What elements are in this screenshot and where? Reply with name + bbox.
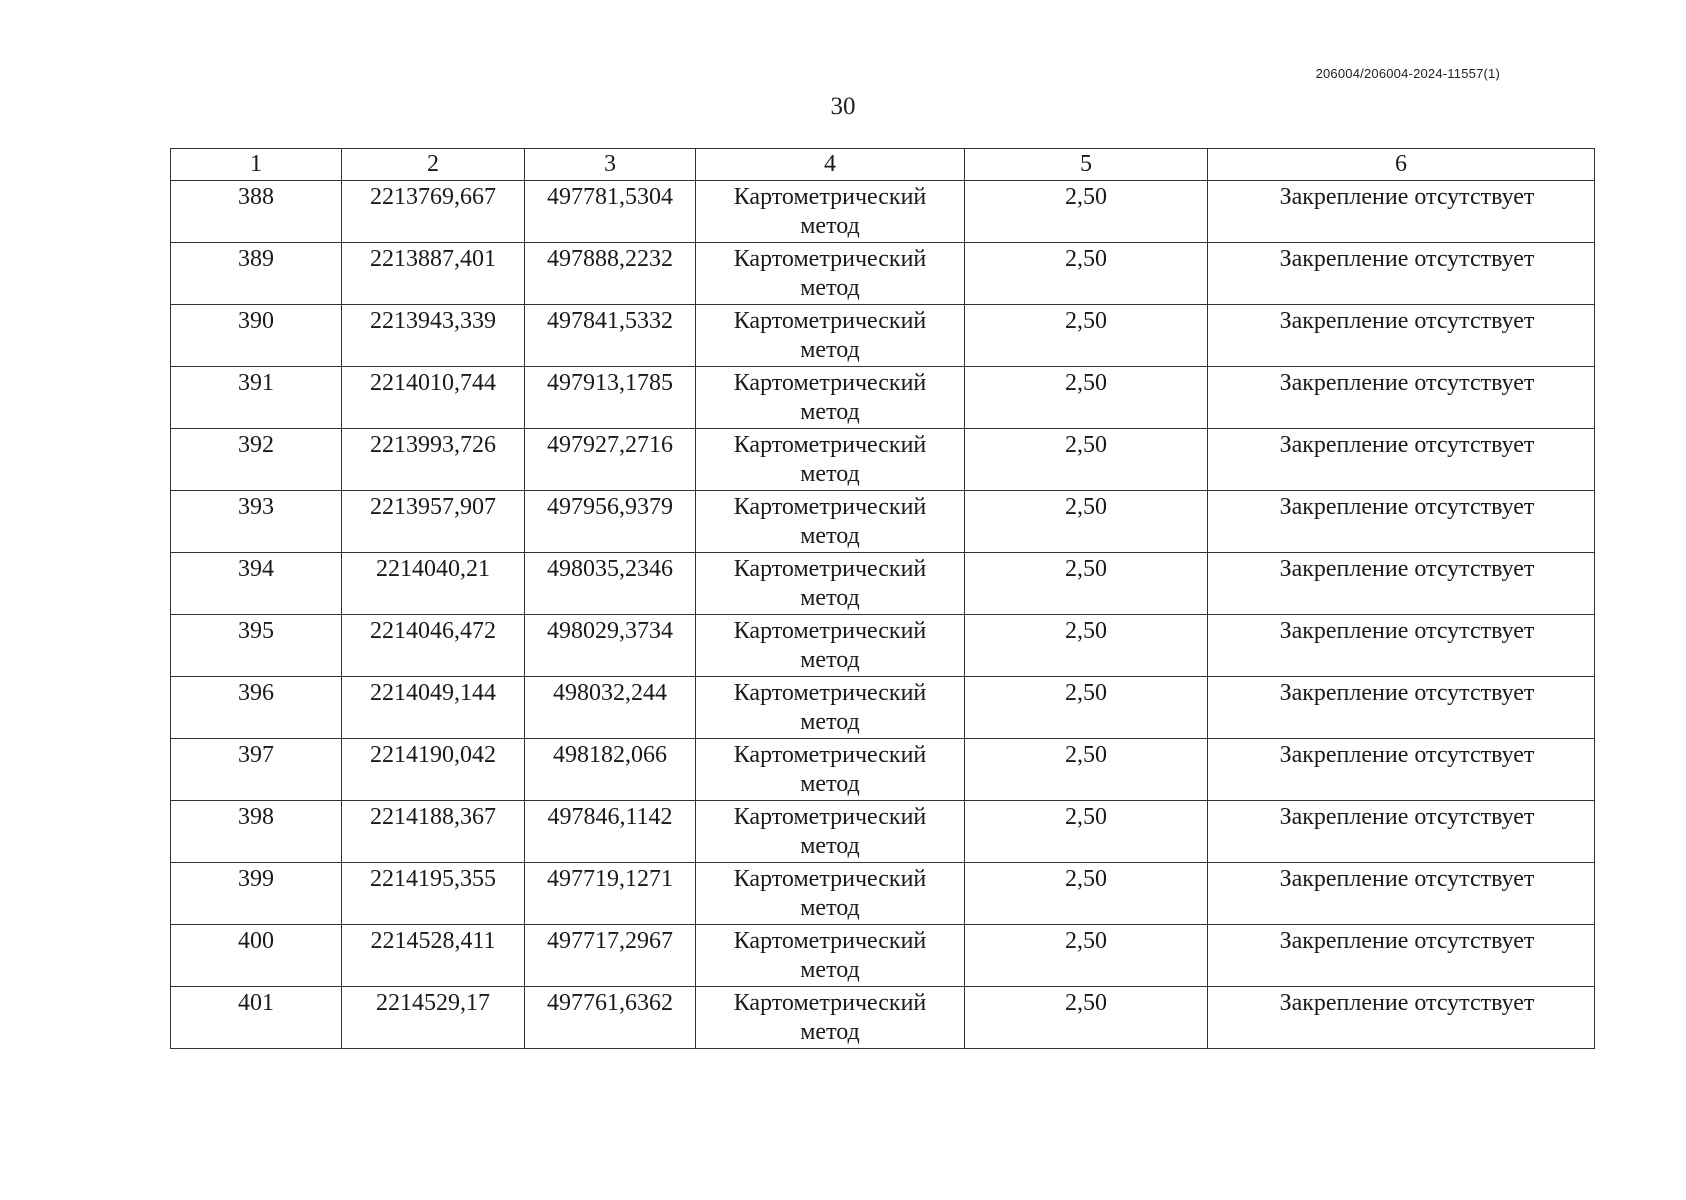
- method-line-2: метод: [800, 523, 860, 549]
- y-coordinate-cell: 497719,1271: [525, 863, 696, 925]
- point-number-cell: 391: [171, 367, 342, 429]
- x-coordinate-cell: 2214049,144: [342, 677, 525, 739]
- x-coordinate-cell: 2214188,367: [342, 801, 525, 863]
- method-line-2: метод: [800, 275, 860, 301]
- method-line-2: метод: [800, 461, 860, 487]
- table-row: [171, 181, 1595, 243]
- x-coordinate-cell: 2213993,726: [342, 429, 525, 491]
- document-id: 206004/206004-2024-11557(1): [1315, 66, 1500, 81]
- fixation-cell: Закрепление отсутствует: [1208, 429, 1595, 491]
- method-line-1: Картометрический: [733, 990, 927, 1016]
- method-line-2: метод: [800, 213, 860, 239]
- method-line-1: Картометрический: [733, 804, 927, 830]
- fixation-cell: Закрепление отсутствует: [1208, 987, 1595, 1049]
- table-header: [171, 149, 1595, 181]
- method-line-1: Картометрический: [733, 308, 927, 334]
- accuracy-cell: 2,50: [965, 677, 1208, 739]
- table-row: [171, 801, 1595, 863]
- table-row: [171, 491, 1595, 553]
- method-line-2: метод: [800, 647, 860, 673]
- y-coordinate-cell: 497846,1142: [525, 801, 696, 863]
- method-line-1: Картометрический: [733, 742, 927, 768]
- method-cell: [696, 987, 965, 1049]
- accuracy-cell: 2,50: [965, 429, 1208, 491]
- point-number-cell: 388: [171, 181, 342, 243]
- accuracy-cell: 2,50: [965, 615, 1208, 677]
- fixation-cell: Закрепление отсутствует: [1208, 801, 1595, 863]
- y-coordinate-cell: 497717,2967: [525, 925, 696, 987]
- accuracy-cell: 2,50: [965, 181, 1208, 243]
- y-coordinate-cell: 497927,2716: [525, 429, 696, 491]
- coordinates-table: [170, 148, 1595, 1049]
- method-line-2: метод: [800, 585, 860, 611]
- table-row: [171, 863, 1595, 925]
- method-cell: [696, 367, 965, 429]
- table-row: [171, 615, 1595, 677]
- x-coordinate-cell: 2214528,411: [342, 925, 525, 987]
- fixation-cell: Закрепление отсутствует: [1208, 305, 1595, 367]
- method-line-1: Картометрический: [733, 618, 927, 644]
- point-number-cell: 390: [171, 305, 342, 367]
- table-row: [171, 429, 1595, 491]
- accuracy-cell: 2,50: [965, 553, 1208, 615]
- method-line-2: метод: [800, 399, 860, 425]
- table-row: [171, 739, 1595, 801]
- table-row: [171, 677, 1595, 739]
- point-number-cell: 393: [171, 491, 342, 553]
- fixation-cell: Закрепление отсутствует: [1208, 863, 1595, 925]
- table-row: [171, 553, 1595, 615]
- method-cell: [696, 491, 965, 553]
- column-header-1: 1: [171, 149, 342, 181]
- x-coordinate-cell: 2213769,667: [342, 181, 525, 243]
- x-coordinate-cell: 2214010,744: [342, 367, 525, 429]
- y-coordinate-cell: 497913,1785: [525, 367, 696, 429]
- fixation-cell: Закрепление отсутствует: [1208, 243, 1595, 305]
- x-coordinate-cell: 2213887,401: [342, 243, 525, 305]
- column-header-2: 2: [342, 149, 525, 181]
- method-cell: [696, 615, 965, 677]
- fixation-cell: Закрепление отсутствует: [1208, 925, 1595, 987]
- method-line-1: Картометрический: [733, 494, 927, 520]
- column-header-4: 4: [696, 149, 965, 181]
- point-number-cell: 396: [171, 677, 342, 739]
- method-cell: [696, 429, 965, 491]
- x-coordinate-cell: 2214529,17: [342, 987, 525, 1049]
- fixation-cell: Закрепление отсутствует: [1208, 677, 1595, 739]
- point-number-cell: 400: [171, 925, 342, 987]
- fixation-cell: Закрепление отсутствует: [1208, 553, 1595, 615]
- x-coordinate-cell: 2214046,472: [342, 615, 525, 677]
- y-coordinate-cell: 497888,2232: [525, 243, 696, 305]
- table-row: [171, 925, 1595, 987]
- method-line-1: Картометрический: [733, 184, 927, 210]
- point-number-cell: 398: [171, 801, 342, 863]
- x-coordinate-cell: 2214190,042: [342, 739, 525, 801]
- method-cell: [696, 553, 965, 615]
- fixation-cell: Закрепление отсутствует: [1208, 181, 1595, 243]
- accuracy-cell: 2,50: [965, 925, 1208, 987]
- x-coordinate-cell: 2213957,907: [342, 491, 525, 553]
- accuracy-cell: 2,50: [965, 491, 1208, 553]
- x-coordinate-cell: 2213943,339: [342, 305, 525, 367]
- method-line-1: Картометрический: [733, 370, 927, 396]
- header-row: [171, 149, 1595, 181]
- accuracy-cell: 2,50: [965, 863, 1208, 925]
- x-coordinate-cell: 2214040,21: [342, 553, 525, 615]
- y-coordinate-cell: 497781,5304: [525, 181, 696, 243]
- method-line-1: Картометрический: [733, 556, 927, 582]
- page-number: 30: [830, 93, 856, 120]
- table-row: [171, 987, 1595, 1049]
- y-coordinate-cell: 498032,244: [525, 677, 696, 739]
- point-number-cell: 389: [171, 243, 342, 305]
- method-line-2: метод: [800, 833, 860, 859]
- table-body: [171, 181, 1595, 1049]
- x-coordinate-cell: 2214195,355: [342, 863, 525, 925]
- accuracy-cell: 2,50: [965, 305, 1208, 367]
- column-header-3: 3: [525, 149, 696, 181]
- method-cell: [696, 305, 965, 367]
- point-number-cell: 401: [171, 987, 342, 1049]
- method-line-2: метод: [800, 1019, 860, 1045]
- method-line-1: Картометрический: [733, 680, 927, 706]
- fixation-cell: Закрепление отсутствует: [1208, 491, 1595, 553]
- accuracy-cell: 2,50: [965, 367, 1208, 429]
- y-coordinate-cell: 498182,066: [525, 739, 696, 801]
- method-line-1: Картометрический: [733, 866, 927, 892]
- table-row: [171, 367, 1595, 429]
- fixation-cell: Закрепление отсутствует: [1208, 615, 1595, 677]
- y-coordinate-cell: 497956,9379: [525, 491, 696, 553]
- point-number-cell: 392: [171, 429, 342, 491]
- method-cell: [696, 243, 965, 305]
- y-coordinate-cell: 497841,5332: [525, 305, 696, 367]
- y-coordinate-cell: 498035,2346: [525, 553, 696, 615]
- method-line-2: метод: [800, 771, 860, 797]
- method-line-1: Картометрический: [733, 928, 927, 954]
- method-cell: [696, 677, 965, 739]
- method-line-2: метод: [800, 709, 860, 735]
- table-row: [171, 305, 1595, 367]
- point-number-cell: 395: [171, 615, 342, 677]
- column-header-5: 5: [965, 149, 1208, 181]
- fixation-cell: Закрепление отсутствует: [1208, 367, 1595, 429]
- method-line-2: метод: [800, 957, 860, 983]
- point-number-cell: 394: [171, 553, 342, 615]
- fixation-cell: Закрепление отсутствует: [1208, 739, 1595, 801]
- accuracy-cell: 2,50: [965, 243, 1208, 305]
- method-line-1: Картометрический: [733, 432, 927, 458]
- accuracy-cell: 2,50: [965, 987, 1208, 1049]
- method-cell: [696, 801, 965, 863]
- point-number-cell: 397: [171, 739, 342, 801]
- method-line-1: Картометрический: [733, 246, 927, 272]
- method-cell: [696, 181, 965, 243]
- method-cell: [696, 739, 965, 801]
- column-header-6: 6: [1208, 149, 1595, 181]
- method-line-2: метод: [800, 895, 860, 921]
- y-coordinate-cell: 498029,3734: [525, 615, 696, 677]
- y-coordinate-cell: 497761,6362: [525, 987, 696, 1049]
- accuracy-cell: 2,50: [965, 801, 1208, 863]
- method-cell: [696, 863, 965, 925]
- table-row: [171, 243, 1595, 305]
- method-cell: [696, 925, 965, 987]
- point-number-cell: 399: [171, 863, 342, 925]
- accuracy-cell: 2,50: [965, 739, 1208, 801]
- method-line-2: метод: [800, 337, 860, 363]
